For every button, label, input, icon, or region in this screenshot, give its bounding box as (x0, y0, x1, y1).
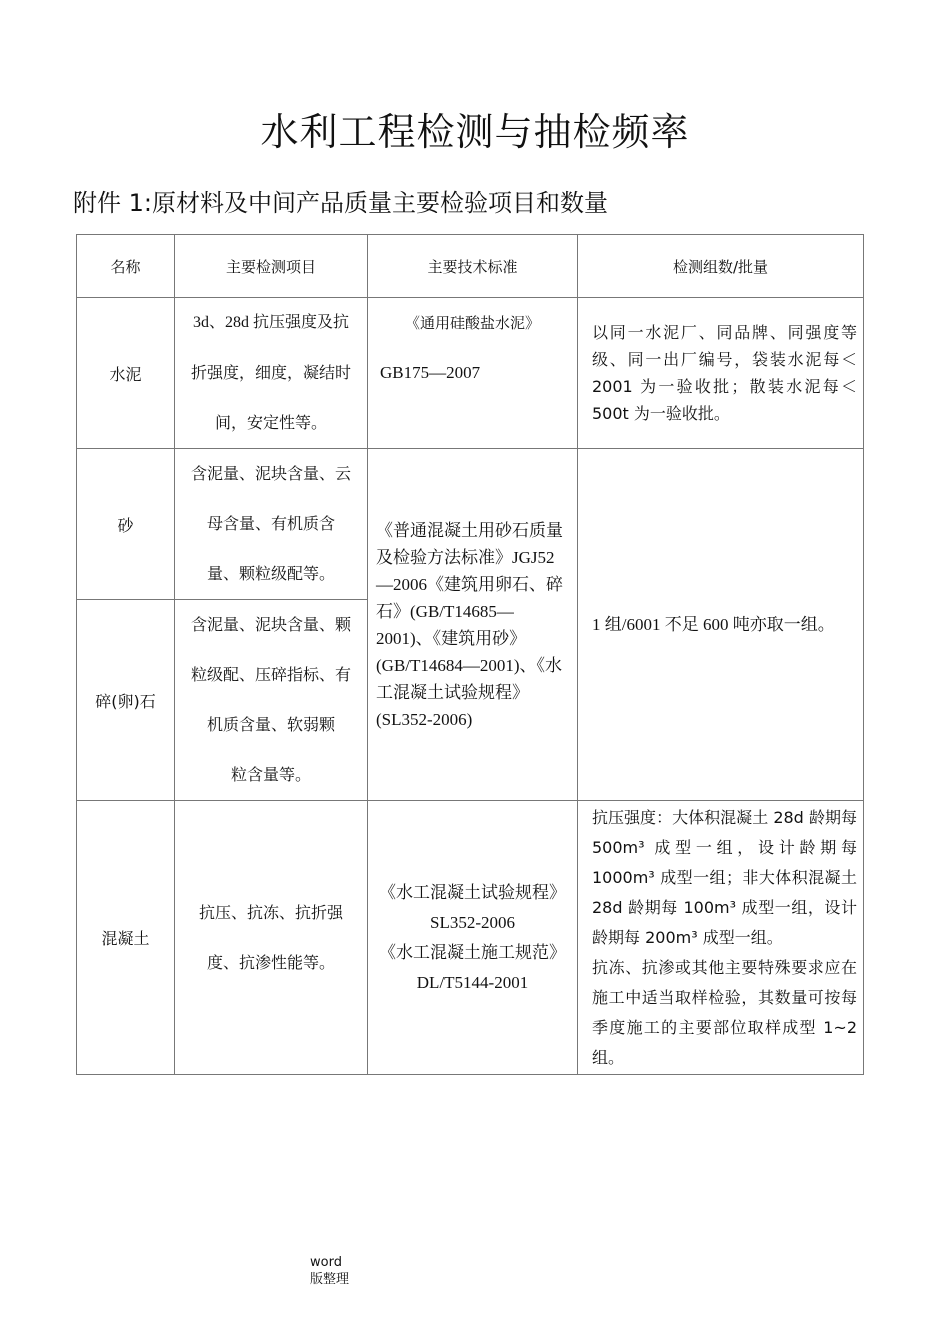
cell-name-gravel: 碎(卵)石 (77, 600, 175, 801)
header-batch: 检测组数/批量 (578, 235, 864, 298)
cell-items-cement (175, 298, 368, 449)
cell-name-concrete: 混凝土 (77, 801, 175, 1075)
cell-name-cement: 水泥 (77, 298, 175, 449)
table-row-concrete (77, 801, 864, 1075)
items-line: 间，安定性等。 (214, 413, 327, 432)
cell-items-sand (175, 449, 368, 600)
header-items: 主要检测项目 (175, 235, 368, 298)
cell-standard-aggregate: 《普通混凝土用砂石质量及检验方法标准》JGJ52—2006《建筑用卵石、碎石》(GB/T14685—2001)、《建筑用砂》(GB/T14684—2001)、《水工混凝土试验规程》(SL352-2006) (368, 449, 578, 801)
standard-line: 《水工混凝土试验规程》SL352-2006 (379, 882, 566, 932)
footer-watermark (310, 1254, 349, 1288)
cell-name-sand: 砂 (77, 449, 175, 600)
items-line: 折强度，细度，凝结时 (190, 363, 351, 382)
items-line: 抗压、抗冻、抗折强 (198, 902, 343, 922)
standard-line: 《水工混凝土施工规范》DL/T5144-2001 (379, 942, 566, 992)
table-row-sand (77, 449, 864, 600)
batch-paragraph: 抗冻、抗渗或其他主要特殊要求应在施工中适当取样检验，其数量可按每季度施工的主要部位取样成型 1~2 组。 (592, 957, 857, 1067)
cell-standard-cement (368, 298, 578, 449)
items-line: 含泥量、泥块含量、云 (190, 464, 351, 483)
batch-paragraph: 抗压强度：大体积混凝土 28d 龄期每 500m³ 成型一组，设计龄期每 1000m³ 成型一组；非大体积混凝土 28d 龄期每 100m³ 成型一组，设计龄期每 200m³ 成型一组。 (592, 807, 857, 947)
items-line: 3d、28d 抗压强度及抗 (192, 314, 349, 331)
table-header-row (77, 235, 864, 298)
table-row-cement (77, 298, 864, 449)
header-standard: 主要技术标准 (368, 235, 578, 298)
items-line: 母含量、有机质含 (206, 514, 335, 533)
cell-items-concrete (175, 801, 368, 1075)
items-line: 量、颗粒级配等。 (206, 564, 335, 583)
footer-line: word (310, 1255, 342, 1270)
items-line: 粒级配、压碎指标、有 (190, 665, 351, 684)
items-line: 机质含量、软弱颗 (206, 715, 335, 734)
cell-batch-concrete (578, 801, 864, 1075)
items-line: 粒含量等。 (230, 765, 311, 784)
cell-batch-aggregate: 1 组/6001 不足 600 吨亦取一组。 (578, 449, 864, 801)
page-title: 水利工程检测与抽检频率 (260, 110, 690, 154)
items-line: 度、抗渗性能等。 (206, 952, 335, 972)
items-line: 含泥量、泥块含量、颗 (190, 615, 351, 634)
section-title: 附件 1:原材料及中间产品质量主要检验项目和数量 (73, 189, 608, 217)
footer-line: 版整理 (310, 1272, 350, 1287)
standard-line: 《通用硅酸盐水泥》 (404, 314, 540, 332)
cell-standard-concrete (368, 801, 578, 1075)
inspection-table (76, 234, 864, 1075)
cell-items-gravel (175, 600, 368, 801)
standard-line: GB175—2007 (380, 363, 481, 382)
cell-batch-cement: 以同一水泥厂、同品牌、同强度等级、同一出厂编号，袋装水泥每＜2001 为一验收批；散装水泥每＜500t 为一验收批。 (578, 298, 864, 449)
header-name: 名称 (77, 235, 175, 298)
